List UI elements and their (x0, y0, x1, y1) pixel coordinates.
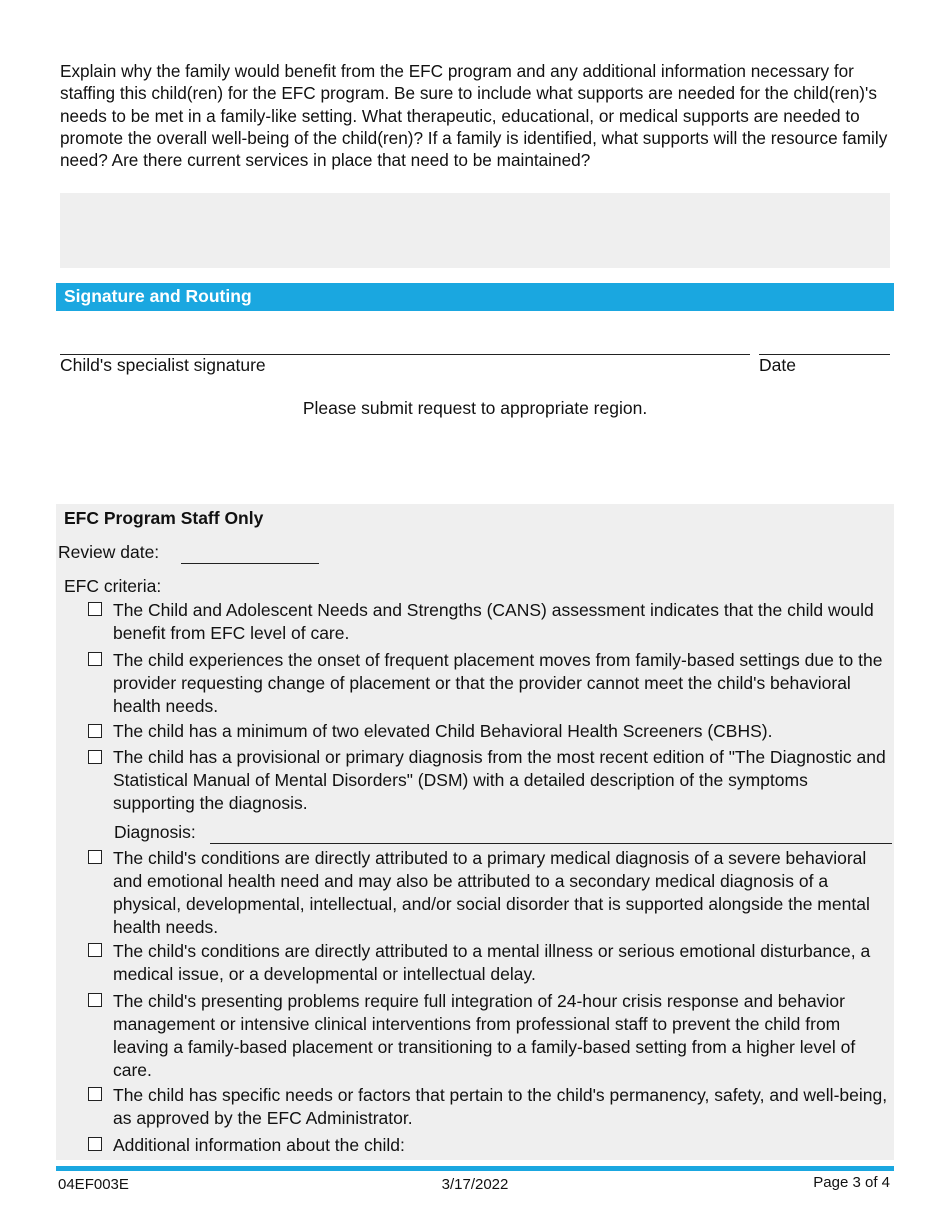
criterion-text: Additional information about the child: (113, 1135, 405, 1155)
submit-note: Please submit request to appropriate region. (302, 398, 648, 418)
criterion-checkbox[interactable] (88, 652, 102, 666)
criterion-checkbox[interactable] (88, 750, 102, 764)
criterion-text: The child's presenting problems require full integration of 24-hour crisis response and behavior management or intensive clinical interventions from professional staff to prevent the child from leaving a family-based placement or transitioning to a family-based setting from a higher level of care. (113, 991, 856, 1080)
diagnosis-label: Diagnosis: (114, 822, 196, 842)
family-benefit-textarea[interactable] (60, 193, 890, 268)
criterion-checkbox[interactable] (88, 724, 102, 738)
criterion-checkbox[interactable] (88, 602, 102, 616)
diagnosis-field[interactable] (210, 843, 892, 844)
criterion-text: The child has a provisional or primary diagnosis from the most recent edition of "The Diagnostic and Statistical Manual of Mental Disorders" (DSM) with a detailed description of the symptoms supporting the diagnosis. (113, 747, 886, 813)
review-date-field[interactable] (181, 563, 319, 564)
criterion-text: The child's conditions are directly attributed to a mental illness or serious emotional disturbance, a medical issue, or a developmental or intellectual delay. (113, 941, 871, 984)
form-id: 04EF003E (58, 1176, 129, 1193)
criterion-text: The child has a minimum of two elevated Child Behavioral Health Screeners (CBHS). (113, 721, 773, 741)
criterion-checkbox[interactable] (88, 1137, 102, 1151)
date-label: Date (759, 355, 796, 375)
specialist-signature-label: Child's specialist signature (60, 355, 266, 375)
signature-section-header (56, 283, 894, 311)
form-date: 3/17/2022 (441, 1176, 509, 1193)
criterion-text: The Child and Adolescent Needs and Strengths (CANS) assessment indicates that the child would benefit from EFC level of care. (113, 600, 874, 643)
criterion-text: The child experiences the onset of frequent placement moves from family-based settings due to the provider requesting change of placement or that the provider cannot meet the child's behavioral health needs. (113, 650, 883, 716)
criterion-checkbox[interactable] (88, 1087, 102, 1101)
review-date-label: Review date: (58, 542, 160, 562)
staff-section-title: EFC Program Staff Only (64, 508, 264, 528)
instructions-text: Explain why the family would benefit from the EFC program and any additional information necessary for staffing this child(ren) for the EFC program. Be sure to include what supports are needed for the child(ren)'s needs to be met in a family-like setting. What therapeutic, educational, or medical supports are needed to promote the overall well-being of the child(ren)? If a family is identified, what supports will the resource family need? Are there current services in place that need to be maintained? (60, 61, 888, 171)
criterion-text: The child has specific needs or factors that pertain to the child's permanency, safety, and well-being, as approved by the EFC Administrator. (113, 1085, 888, 1128)
signature-section-title: Signature and Routing (64, 286, 252, 306)
criterion-text: The child's conditions are directly attributed to a primary medical diagnosis of a severe behavioral and emotional health need and may also be attributed to a secondary medical diagnosis of a physical, developmental, intellectual, and/or social disorder that is supported alongside the mental health needs. (113, 848, 870, 937)
criterion-checkbox[interactable] (88, 943, 102, 957)
footer-divider (56, 1166, 894, 1171)
criterion-checkbox[interactable] (88, 850, 102, 864)
page-number: Page 3 of 4 (813, 1174, 890, 1191)
criterion-checkbox[interactable] (88, 993, 102, 1007)
criteria-label: EFC criteria: (64, 576, 162, 596)
